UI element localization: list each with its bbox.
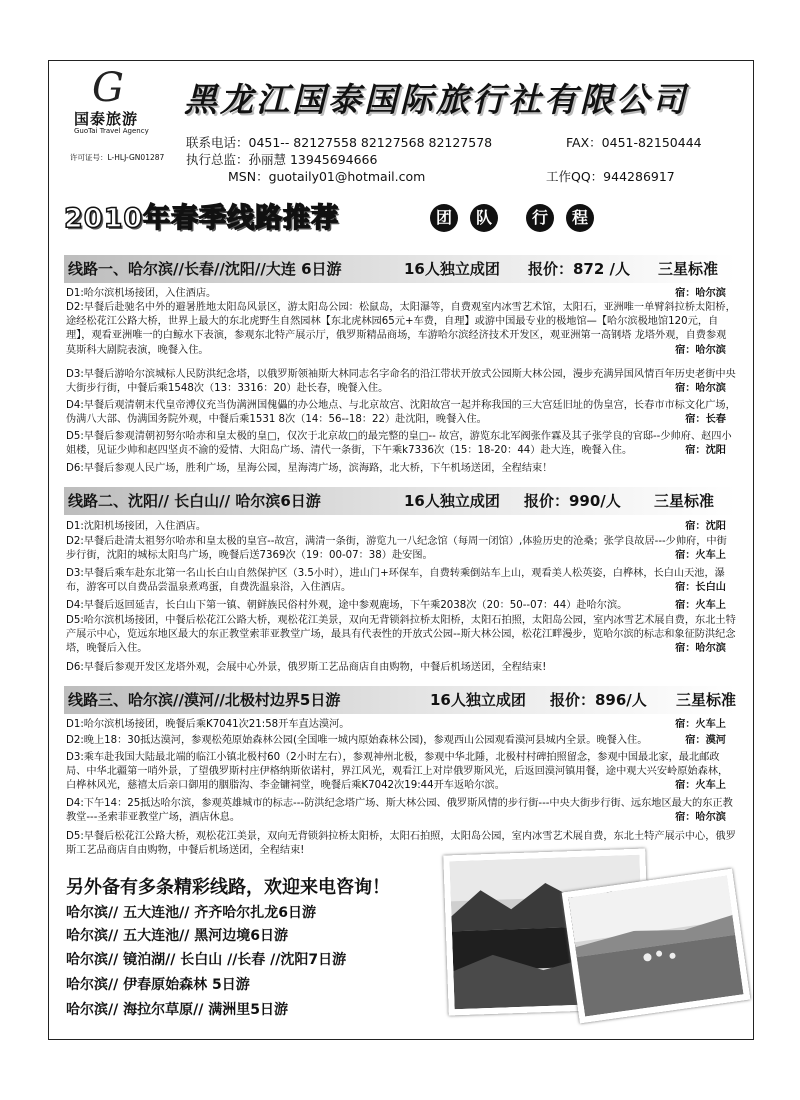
route-group: 16人独立成团 [430, 691, 526, 709]
route-header [64, 686, 736, 714]
route-price: 报价：872 /人 [528, 260, 631, 278]
day-stay: 宿：沈阳 [685, 521, 726, 532]
license-number: 许可证号：L-HLJ-GN01287 [70, 153, 165, 162]
itinerary-day [66, 535, 736, 563]
route-level: 三星标准 [654, 492, 715, 510]
more-route-item: 哈尔滨// 海拉尔草原// 满洲里5日游 [66, 1002, 288, 1018]
itinerary-day [66, 287, 736, 301]
day-stay: 宿：哈尔滨 [675, 812, 726, 824]
brand-logo-icon: G [92, 65, 124, 111]
day-stay: 宿：哈尔滨 [675, 344, 726, 356]
itinerary-day [66, 462, 736, 476]
day-text: D3:早餐后游哈尔滨城标人民防洪纪念塔，以俄罗斯领袖斯大林同志名字命名的沿江带状开放式公园斯大林公园，漫步充满异国风情百年历史老街中央大街步行街，中餐后乘1548次（13：3316：20）赴长春，晚餐入住。 [66, 369, 736, 395]
grassland-photo [562, 869, 751, 1024]
group-char: 程 [566, 204, 594, 232]
day-text: D4:下午14：25抵达哈尔滨，参观英雄城市的标志---防洪纪念塔广场、斯大林公园、俄罗斯风情的步行街---中央大街步行街、远东地区最大的东正教教堂---圣索菲亚教堂广场，酒店休息。 [66, 798, 733, 824]
route-name: 线路三、哈尔滨//漠河//北极村边界5日游 [68, 691, 341, 709]
day-text: D4:早餐后观清朝末代皇帝溥仪充当伪满洲国傀儡的办公地点、与北京故宫、沈阳故宫一起并称我国的三大宫廷旧址的伪皇宫，长春市市标文化广场，伪满八大部、伪满国务院外观，中餐后乘1531 8次（14：56--18：22）赴沈阳，晚餐入住。 [66, 400, 736, 426]
day-text: D6:早餐后参观人民广场，胜利广场，星海公园，星海湾广场，滨海路，北大桥，下午机场送团，全程结束！ [66, 463, 553, 474]
day-stay: 宿：火车上 [675, 719, 726, 730]
day-text: D1:沈阳机场接团，入住酒店。 [66, 521, 207, 532]
day-stay: 宿：火车上 [675, 780, 726, 792]
day-stay: 宿：沈阳 [685, 445, 726, 457]
day-text: D2:早餐后赴驰名中外的避暑胜地太阳岛风景区，游太阳岛公园：松鼠岛，太阳瀑等，自费观室内冰雪艺术馆，太阳石，亚洲唯一单臂斜拉桥太阳桥，途经松花江公路大桥，世界上最大的东北虎野生自然园林【东北虎林园65元+车费，自理】或游中国最专业的极地馆—【哈尔滨极地馆120元，自理】，观看亚洲唯一的白鲸水下表演，参观东北特产展示厅，俄罗斯精品商场，车游哈尔滨经济技术开发区，观亚洲第一高钢塔 龙塔外观，自费参观莫斯科大剧院表演，晚餐入住。 [66, 302, 736, 356]
day-text: D2:晚上18：30抵达漠河，参观松苑原始森林公园(全国唯一城内原始森林公园)，参观西山公园观看漠河县城内全景。晚餐入住。 [66, 735, 648, 746]
group-char: 行 [526, 204, 554, 232]
itinerary-day [66, 567, 736, 595]
logo-name-en: GuoTai Travel Agency [74, 127, 149, 135]
route-level: 三星标准 [676, 691, 737, 709]
more-routes-title: 另外备有多条精彩线路，欢迎来电咨询！ [66, 877, 390, 898]
itinerary-day [66, 661, 736, 675]
itinerary-day [66, 430, 736, 458]
more-route-item: 哈尔滨// 五大连池// 黑河边境6日游 [66, 928, 288, 944]
contact-phone: 联系电话：0451-- 82127558 82127568 82127578 [186, 135, 493, 150]
day-text: D5:早餐后参观清朝初努尔哈赤和皇太极的皇□，仅次于北京故□的最完整的皇□-- 故宫，游览东北军阀张作霖及其子张学良的官邸--少帅府、赵四小姐楼，见证少帅和赵四坚贞不渝的爱情、大阳岛广场、清代一条街，下午乘k7336次（15：18-20：44）赴大连，晚餐入住。 [66, 431, 732, 457]
day-stay: 宿：长白山 [675, 582, 726, 594]
day-text: D5:哈尔滨机场接团，中餐后松花江公路大桥，观松花江美景，双向无背锁斜拉桥太阳桥，太阳石拍照，太阳岛公园，室内冰雪艺术展自费，东北土特产展示中心，览远东地区最大的东正教堂索菲亚教堂广场，最具有代表性的开放式公园--斯大林公园，松花江畔漫步，览哈尔滨的标志和象征防洪纪念塔，晚餐后入住。 [66, 615, 736, 655]
more-route-item: 哈尔滨// 镜泊湖// 长白山 //长春 //沈阳7日游 [66, 952, 347, 968]
day-stay: 宿：长春 [685, 414, 726, 426]
route-group: 16人独立成团 [404, 492, 500, 510]
itinerary-day [66, 614, 736, 657]
itinerary-day [66, 718, 736, 732]
route-name: 线路二、沈阳// 长白山// 哈尔滨6日游 [68, 492, 321, 510]
day-stay: 宿：哈尔滨 [675, 643, 726, 655]
company-name: 黑龙江国泰国际旅行社有限公司 [184, 80, 688, 119]
itinerary-day [66, 368, 736, 396]
day-text: D3:乘车赴我国大陆最北端的临江小镇北极村60（2小时左右），参观神州北极，参观中华北陲，北极村村碑拍照留念，参观中国最北家，最北邮政局、中华北疆第一哨外景，了望俄罗斯村庄伊格纳斯依诺村，界江风光，观看江上对岸俄罗斯风光，后返回漠河镇用餐，途中观大兴安岭原始森林，白桦林风光，慈禧太后亲口御用的胭脂沟、李金镛祠堂，晚餐后乘K7042次19:44开车返哈尔滨。 [66, 752, 729, 792]
day-text: D1:哈尔滨机场接团，入住酒店。 [66, 288, 217, 299]
itinerary-day [66, 797, 736, 825]
day-text: D3:早餐后乘车赴东北第一名山长白山自然保护区（3.5小时），进山门+环保车，自费转乘倒站车上山，观看美人松英姿，白桦林，长白山天池，瀑布，游客可以自费品尝温泉煮鸡蛋，自费洗温泉浴，入住酒店。 [66, 568, 725, 594]
day-text: D2:早餐后赴清太祖努尔哈赤和皇太极的皇宫--故宫，满清一条街，游览九一八纪念馆（每周一闭馆）,体验历史的沧桑；张学良故居---少帅府，中街步行街，沈阳的城标太阳鸟广场，晚餐后送7369次（19：00-07：38）赴安图。 [66, 536, 727, 562]
day-stay: 宿：火车上 [675, 550, 726, 562]
route-group: 16人独立成团 [404, 260, 500, 278]
day-text: D6:早餐后参观开发区龙塔外观，会展中心外景，俄罗斯工艺品商店自由购物，中餐后机场送团，全程结束! [66, 662, 547, 673]
contact-msn: MSN：guotaily01@hotmail.com [228, 169, 426, 184]
itinerary-day [66, 734, 736, 748]
route-price: 报价：990/人 [524, 492, 621, 510]
route-level: 三星标准 [658, 260, 719, 278]
contact-director: 执行总监：孙丽慧 13945694666 [186, 152, 378, 167]
logo-name-cn: 国泰旅游 [74, 110, 139, 128]
day-stay: 宿：火车上 [675, 600, 726, 611]
more-route-item: 哈尔滨// 五大连池// 齐齐哈尔扎龙6日游 [66, 905, 316, 921]
itinerary-day [66, 599, 736, 613]
itinerary-day [66, 399, 736, 427]
route-name: 线路一、哈尔滨//长春//沈阳//大连 6日游 [68, 260, 342, 278]
itinerary-day [66, 520, 736, 534]
day-stay: 宿：哈尔滨 [675, 383, 726, 395]
itinerary-day [66, 751, 736, 794]
itinerary-day [66, 301, 736, 358]
day-text: D1:哈尔滨机场接团，晚餐后乘K7041次21:58开车直达漠河。 [66, 719, 350, 730]
more-route-item: 哈尔滨// 伊春原始森林 5日游 [66, 977, 250, 993]
season-title: 2010年春季线路推荐 [64, 203, 340, 234]
route-header [64, 487, 736, 515]
group-char: 队 [470, 204, 498, 232]
day-text: D5:早餐后松花江公路大桥，观松花江美景，双向无背锁斜拉桥太阳桥，太阳石拍照，太阳岛公园，室内冰雪艺术展自费，东北土特产展示中心，俄罗斯工艺品商店自由购物，中餐后机场送团，全程结束! [66, 831, 736, 857]
contact-qq: 工作QQ：944286917 [546, 169, 675, 184]
route-header [64, 255, 736, 283]
day-stay: 宿：哈尔滨 [675, 288, 726, 299]
contact-fax: FAX：0451-82150444 [566, 135, 702, 150]
day-text: D4:早餐后返回延吉，长白山下第一镇、朝鲜族民俗村外观，途中参观鹿场，下午乘2038次（20：50--07：44）赴哈尔滨。 [66, 600, 628, 611]
day-stay: 宿：漠河 [685, 735, 726, 746]
group-char: 团 [430, 204, 458, 232]
route-price: 报价：896/人 [550, 691, 647, 709]
